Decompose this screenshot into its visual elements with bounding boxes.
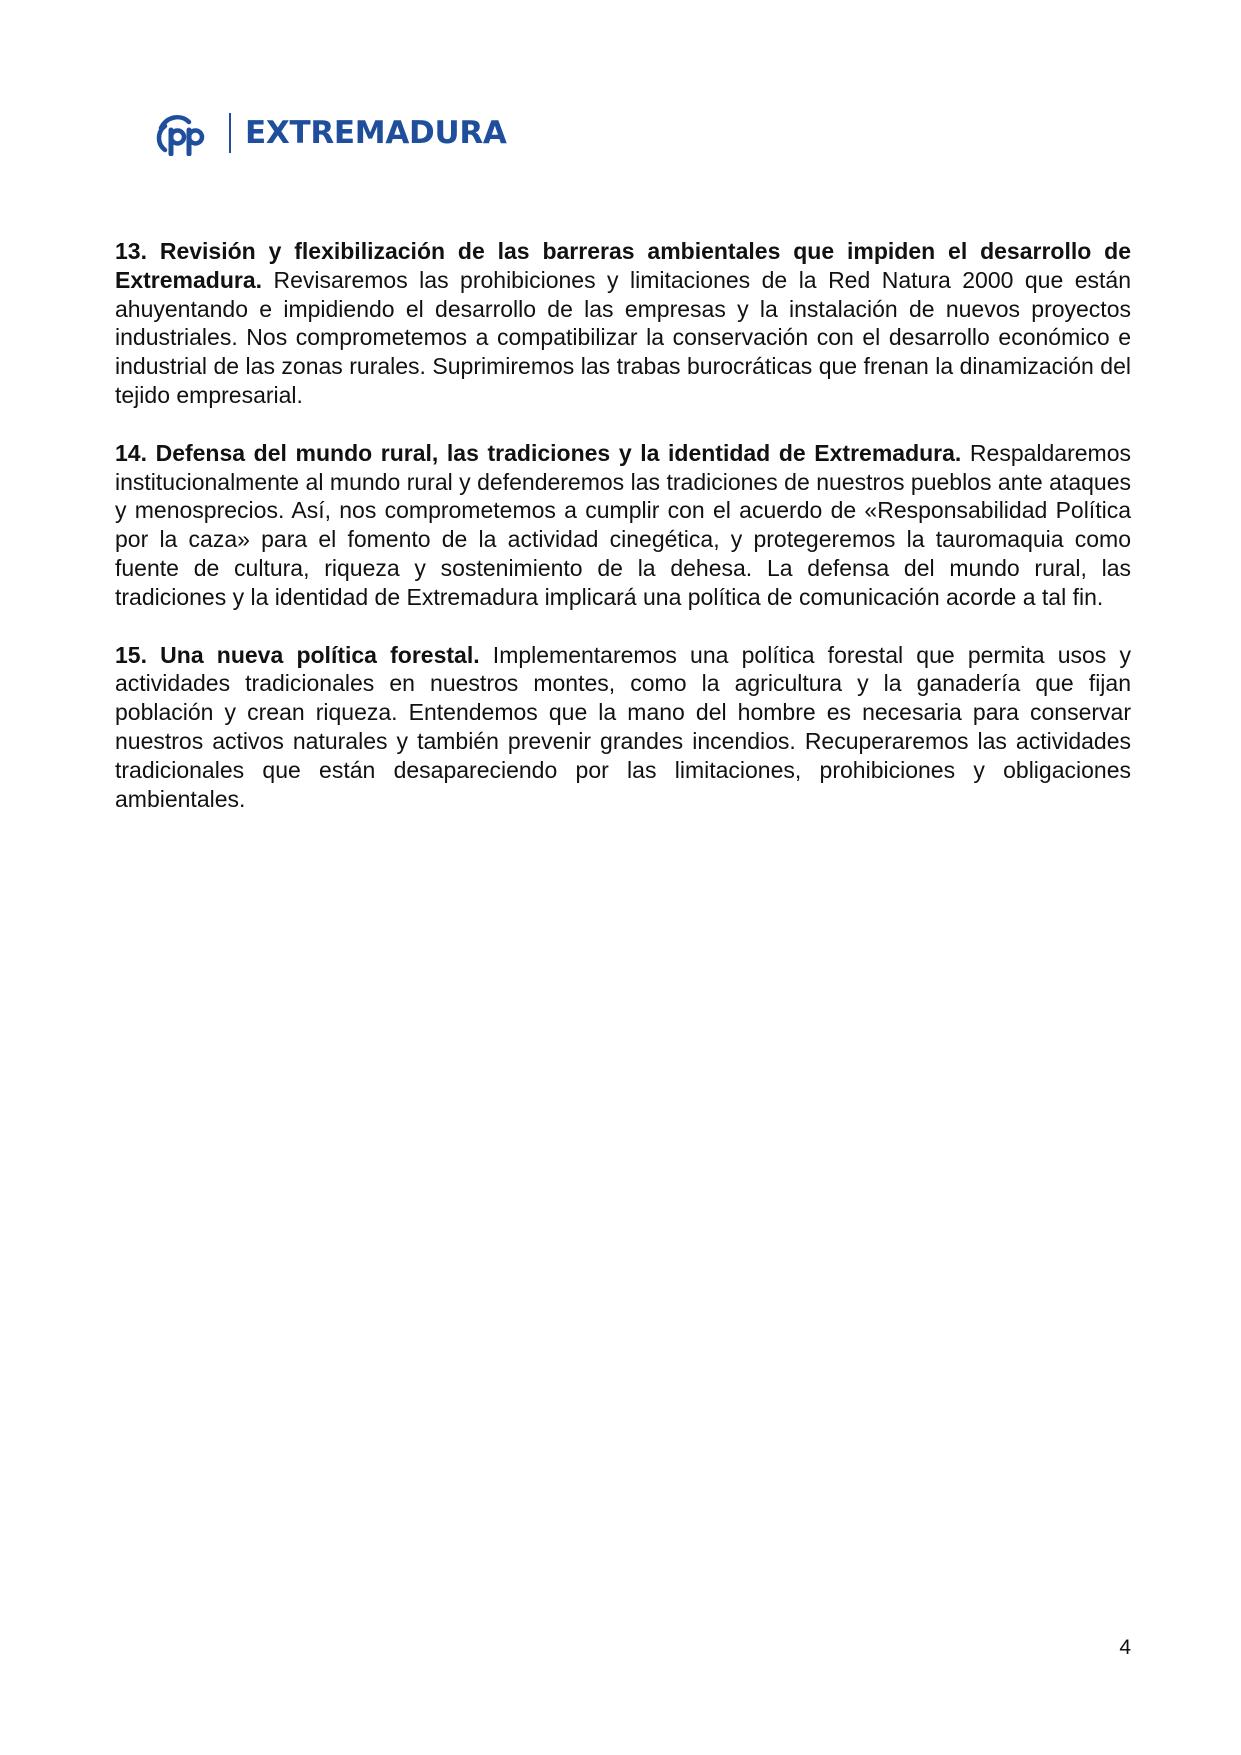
logo-text: EXTREMADURA <box>245 114 507 151</box>
section-14 <box>115 439 1131 612</box>
section-13-body: Revisaremos las prohibiciones y limitaciones de la Red Natura 2000 que están ahuyentando e impidiendo el desarrollo de las empresas y la instalación de nuevos proyectos industriales. Nos comprometemos a compatibilizar la conservación con el desarrollo económico e industrial de las zonas rurales. Suprimiremos las trabas burocráticas que frenan la dinamización del tejido empresarial. <box>115 266 1131 408</box>
page-number: 4 <box>1119 1636 1131 1659</box>
document-body <box>115 237 1131 842</box>
section-14-title: 14. Defensa del mundo rural, las tradiciones y la identidad de Extremadura. <box>115 439 962 466</box>
pp-party-logo-icon <box>155 110 213 156</box>
section-15-title: 15. Una nueva política forestal. <box>115 641 480 668</box>
section-13 <box>115 237 1131 410</box>
document-header <box>155 110 507 156</box>
section-15-body: Implementaremos una política forestal que permita usos y actividades tradicionales en nuestros montes, como la agricultura y la ganadería que fijan población y crean riqueza. Entendemos que la mano del hombre es necesaria para conservar nuestros activos naturales y también prevenir grandes incendios. Recuperaremos las actividades tradicionales que están desapareciendo por las limitaciones, prohibiciones y obligaciones ambientales. <box>115 641 1131 812</box>
section-15 <box>115 641 1131 814</box>
section-13-title: 13. Revisión y flexibilización de las barreras ambientales que impiden el desarrollo de Extremadura. <box>115 238 1131 293</box>
logo-divider <box>229 113 231 153</box>
section-14-body: Respaldaremos institucionalmente al mundo rural y defenderemos las tradiciones de nuestros pueblos ante ataques y menosprecios. Así, nos comprometemos a cumplir con el acuerdo de «Responsabilidad Política por la caza» para el fomento de la actividad cinegética, y protegeremos la tauromaquia como fuente de cultura, riqueza y sostenimiento de la dehesa. La defensa del mundo rural, las tradiciones y la identidad de Extremadura implicará una política de comunicación acorde a tal fin. <box>115 439 1132 610</box>
